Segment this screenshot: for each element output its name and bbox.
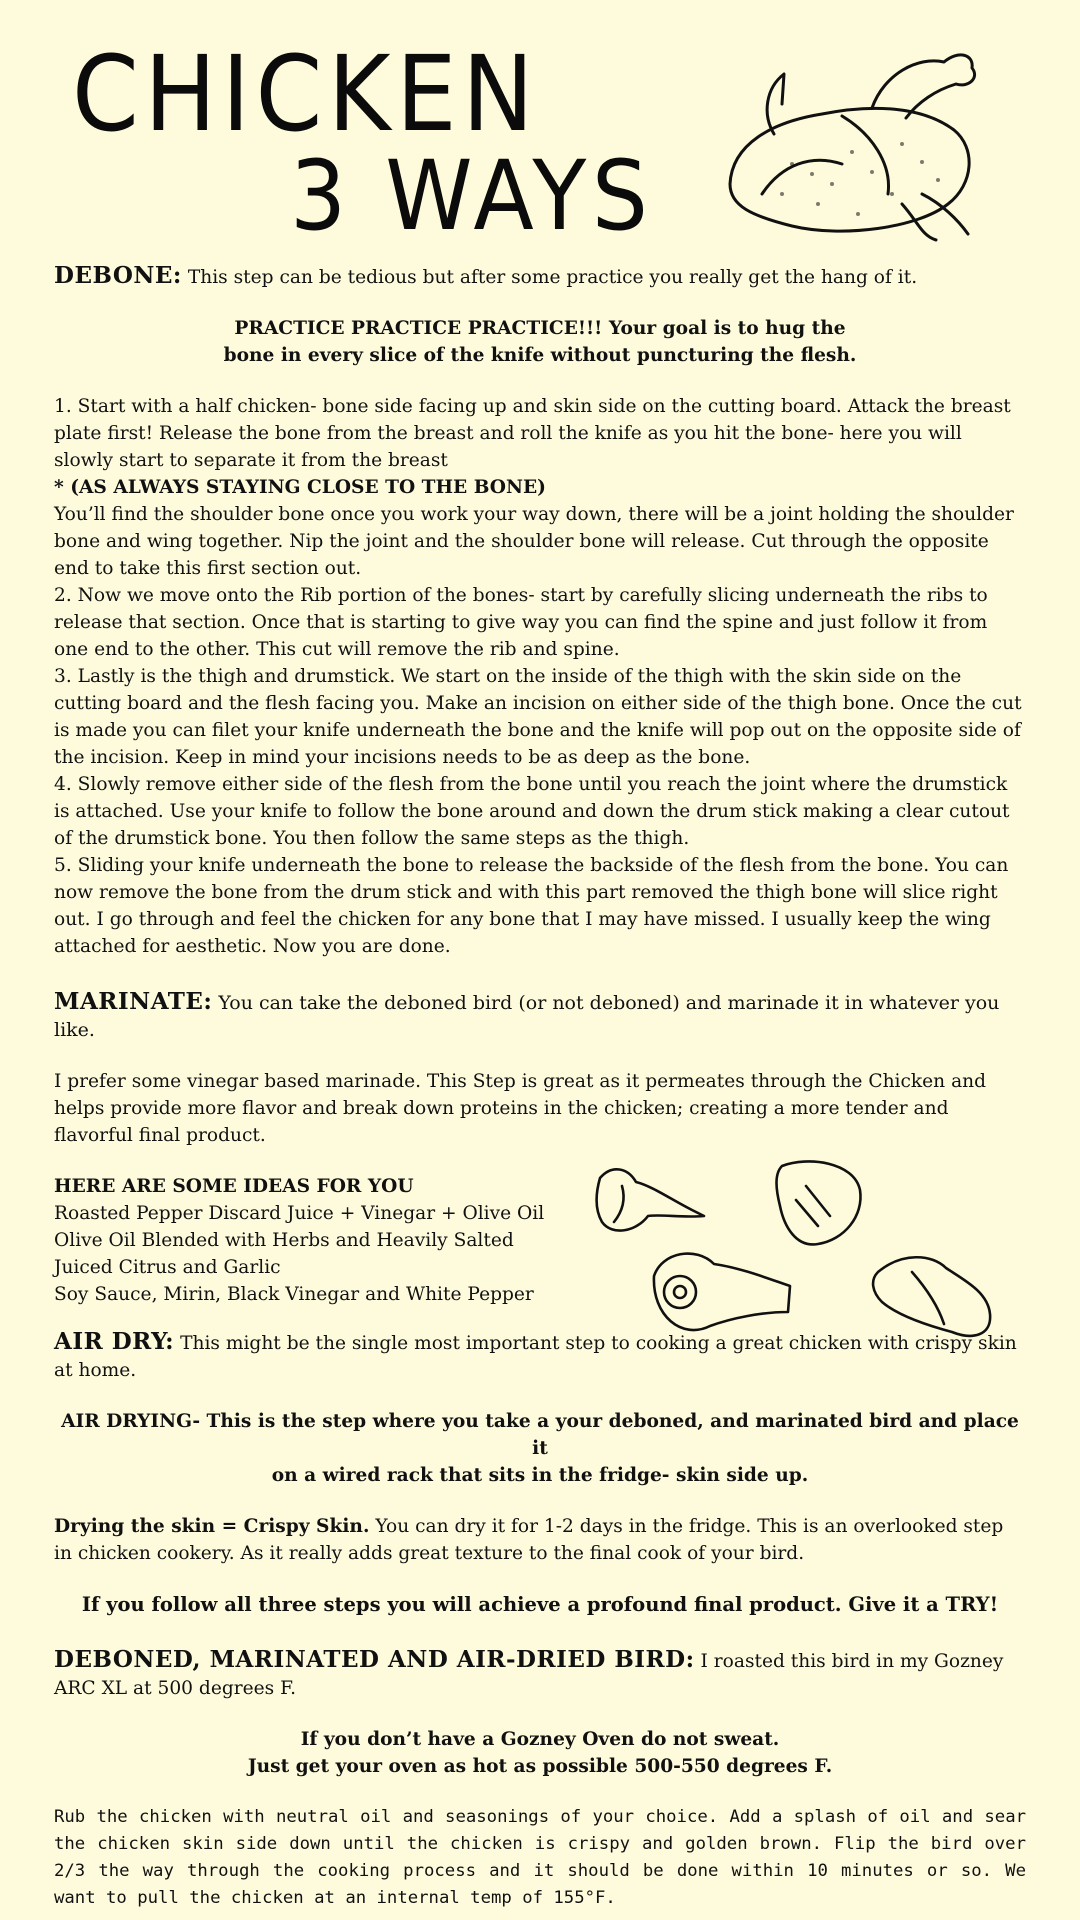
practice-line-1: PRACTICE PRACTICE PRACTICE!!! Your goal is to hug the: [234, 318, 846, 339]
debone-step-1: 1. Start with a half chicken- bone side facing up and skin side on the cutting board. Attack the breast plate first! Release the bone from the breast and roll the knife as you hit the bone- here you will slowly start to separate it from the breast: [54, 396, 1011, 471]
summary-line: If you follow all three steps you will achieve a profound final product. Give it a TRY!: [81, 1593, 999, 1616]
final-intro: [54, 1646, 1026, 1702]
marinate-intro: [54, 988, 1026, 1044]
debone-intro-text: This step can be tedious but after some practice you really get the hang of it.: [187, 267, 918, 288]
final-heading: DEBONED, MARINATED AND AIR-DRIED BIRD:: [54, 1646, 695, 1673]
debone-step-4: 4. Slowly remove either side of the flesh from the bone until you reach the joint where the drumstick is attached. Use your knife to follow the bone around and down the drum stick making a clear cutout of the drumstick bone. You then follow the same steps as the thigh.: [54, 774, 1010, 849]
recipe-content: [54, 262, 1026, 1912]
oven-line-2: Just get your oven as hot as possible 500-550 degrees F.: [247, 1756, 833, 1777]
practice-line-2: bone in every slice of the knife without puncturing the flesh.: [223, 345, 857, 366]
debone-step-5: 5. Sliding your knife underneath the bone to release the backside of the flesh from the bone. You can now remove the bone from the drum stick and with this part removed the thigh bone will slice right out. I go through and feel the chicken for any bone that I may have missed. I usually keep the wing attached for aesthetic. Now you are done.: [54, 855, 1009, 957]
marinate-intro-text: You can take the deboned bird (or not deboned) and marinade it in whatever you like.: [54, 992, 1000, 1041]
debone-step-3: 3. Lastly is the thigh and drumstick. We start on the inside of the thigh with the skin side on the cutting board and the flesh facing you. Make an incision on either side of the thigh bone. Once the cut is made you can filet your knife underneath the bone and the knife will pop out on the opposite side of the incision. Keep in mind your incisions needs to be as deep as the bone.: [54, 666, 1022, 768]
debone-step-2: 2. Now we move onto the Rib portion of the bones- start by carefully slicing underneath the ribs to release that section. Once that is starting to give way you can find the spine and just follow it from one end to the other. This cut will remove the rib and spine.: [54, 585, 988, 660]
crispy-skin-text: You can dry it for 1-2 days in the fridge. This is an overlooked step in chicken cookery. As it really adds great texture to the final cook of your bird.: [54, 1516, 1004, 1564]
air-drying-line-2: on a wired rack that sits in the fridge- skin side up.: [271, 1465, 809, 1486]
list-item: Roasted Pepper Discard Juice + Vinegar + Olive Oil: [54, 1203, 545, 1224]
list-item: Juiced Citrus and Garlic: [54, 1257, 281, 1278]
marinate-heading: MARINATE:: [54, 988, 213, 1015]
debone-step-1b: You’ll find the shoulder bone once you work your way down, there will be a joint holding the shoulder bone and wing together. Nip the joint and the shoulder bone will release. Cut through the opposite end to take this first section out.: [54, 504, 1014, 579]
ideas-heading: HERE ARE SOME IDEAS FOR YOU: [54, 1176, 414, 1197]
final-intro-text: I roasted this bird in my Gozney ARC XL at 500 degrees F.: [54, 1651, 1004, 1699]
title-line-2: 3 WAYS: [290, 140, 654, 252]
air-drying-line-1: AIR DRYING- This is the step where you take a your deboned, and marinated bird and place it: [61, 1411, 1019, 1459]
air-dry-heading: AIR DRY:: [54, 1328, 175, 1355]
list-item: Soy Sauce, Mirin, Black Vinegar and White Pepper: [54, 1284, 534, 1305]
crispy-skin-paragraph: [54, 1513, 1026, 1567]
air-dry-intro: [54, 1328, 1026, 1384]
list-item: Olive Oil Blended with Herbs and Heavily Salted: [54, 1230, 514, 1251]
ideas-list: [54, 1173, 574, 1308]
title-line-1: CHICKEN: [72, 33, 540, 155]
final-instructions: Rub the chicken with neutral oil and seasonings of your choice. Add a splash of oil and sear the chicken skin side down until the chicken is crispy and golden brown. Flip the bird over 2/3 the way through the cooking process and it should be done within 10 minutes or so. We want to pull the chicken at an internal temp of 155°F.: [54, 1807, 1026, 1908]
debone-intro: [54, 262, 1026, 291]
crispy-skin-bold: Drying the skin = Crispy Skin.: [54, 1516, 370, 1537]
debone-heading: DEBONE:: [54, 262, 182, 289]
marinate-body: I prefer some vinegar based marinade. This Step is great as it permeates through the Chicken and helps provide more flavor and break down proteins in the chicken; creating a more tender and flavorful final product.: [54, 1071, 987, 1146]
debone-note: * (AS ALWAYS STAYING CLOSE TO THE BONE): [54, 477, 546, 498]
oven-line-1: If you don’t have a Gozney Oven do not sweat.: [300, 1729, 780, 1750]
roasted-chicken-illustration: [722, 44, 984, 244]
air-dry-intro-text: This might be the single most important step to cooking a great chicken with crispy skin at home.: [54, 1333, 1017, 1381]
